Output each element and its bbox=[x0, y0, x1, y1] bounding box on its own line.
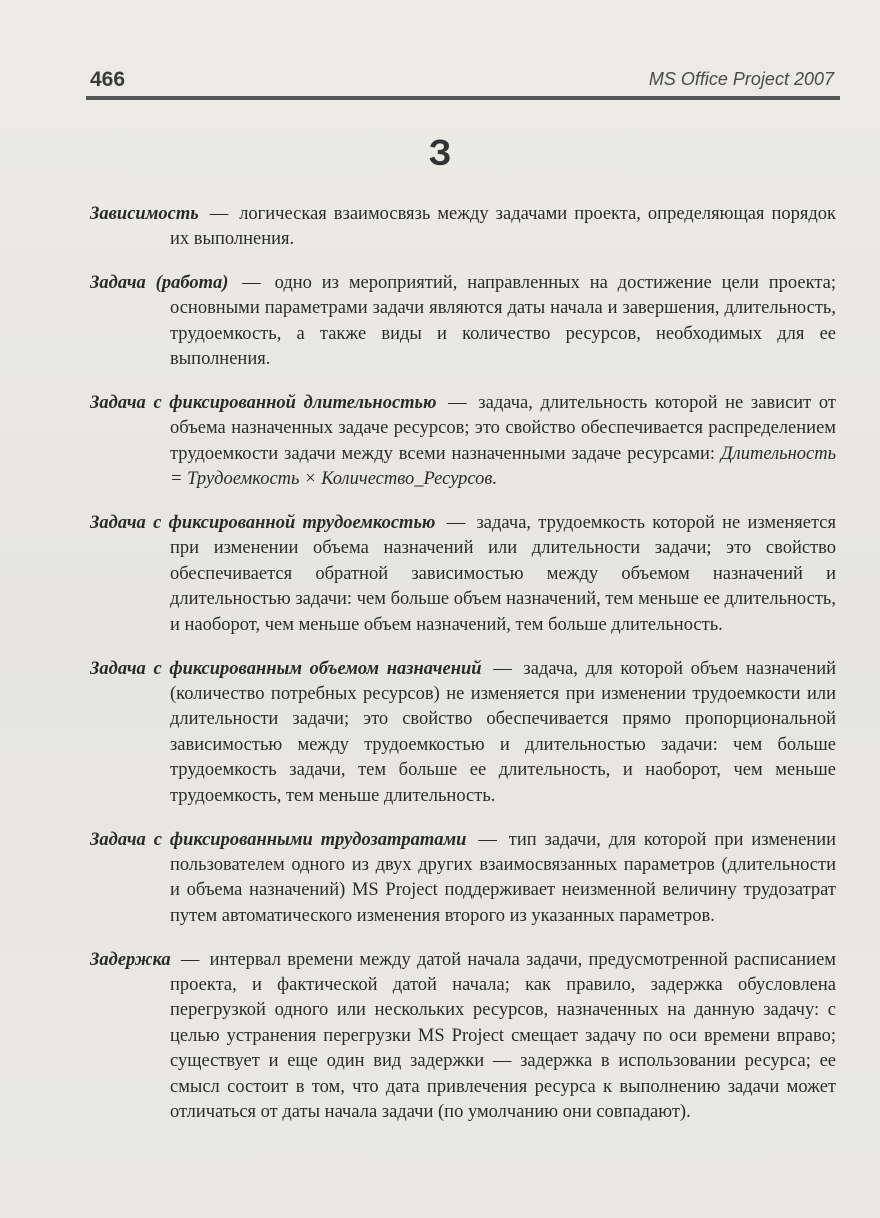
entry-term: Зависимость bbox=[90, 203, 199, 224]
glossary-entry: Задача (работа) — одно из мероприятий, направленных на достижение цели проекта; основными параметрами задачи являются даты начала и завершения, длительность, трудоемкость, а также виды и количество ресурсов, необходимых для ее выполнения. bbox=[90, 272, 836, 370]
entry-term: Задача с фиксированной трудоемкостью bbox=[90, 513, 436, 534]
entry-definition: задача, трудоемкость которой не изменяется при изменении объема назначений или длительности задачи; это свойство обеспечивается обратной зависимостью между объемом назначений и длительностью задачи: чем больше объем назначений, тем меньше ее длительность, и наоборот, чем меньше объем назначений, тем больше длительность. bbox=[170, 513, 837, 635]
running-title: MS Office Project 2007 bbox=[648, 69, 834, 89]
entry-term: Задача (работа) bbox=[90, 272, 229, 293]
entry-term: Задача с фиксированной длительностью bbox=[90, 392, 437, 413]
entry-definition: задача, длительность которой не зависит от объема назначенных задаче ресурсов; это свойство обеспечивается распределением трудоемкости задачи между всеми назначенными задаче ресурсами: bbox=[170, 392, 836, 464]
page-header bbox=[86, 64, 840, 100]
glossary-entries bbox=[90, 183, 836, 1133]
entry-definition: задача, для которой объем назначений (количество потребных ресурсов) не изменяется при изменении трудоемкости или длительности задачи; это свойство обеспечивается прямо пропорциональной зависимостью между трудоемкостью и длительностью задачи: чем больше трудоемкость задачи, тем больше ее длительность, и наоборот, чем меньше трудоемкость, тем меньше длительность. bbox=[170, 658, 837, 806]
glossary-entry: Задача с фиксированной длительностью — задача, длительность которой не зависит от объема назначенных задаче ресурсов; это свойство обеспечивается распределением трудоемкости задачи между всеми назначенными задаче ресурсами: Длительность = Трудоемкость × Количество_Ресурсов. bbox=[90, 392, 836, 490]
entry-formula: Длительность = Трудоемкость × Количество_Ресурсов. bbox=[170, 443, 836, 490]
glossary-entry: Задача с фиксированными трудозатратами — тип задачи, для которой при изменении пользователем одного из двух других взаимосвязанных параметров (длительности и объема назначений) MS Project поддерживает неизменной величину трудозатрат путем автоматического изменения второго из указанных параметров. bbox=[90, 829, 836, 926]
glossary-entry: Задача с фиксированным объемом назначений — задача, для которой объем назначений (количество потребных ресурсов) не изменяется при изменении трудоемкости или длительности задачи; это свойство обеспечивается прямо пропорциональной зависимостью между трудоемкостью и длительностью задачи: чем больше трудоемкость задачи, тем больше ее длительность, и наоборот, чем меньше трудоемкость, тем меньше длительность. bbox=[90, 658, 837, 806]
entry-definition: логическая взаимосвязь между задачами проекта, определяющая порядок их выполнения. bbox=[170, 203, 837, 249]
entry-term: Задача с фиксированным объемом назначений bbox=[90, 658, 482, 679]
glossary-entry: Задержка — интервал времени между датой начала задачи, предусмотренной расписанием проекта, и фактической датой начала; как правило, задержка обусловлена перегрузкой одного или нескольких ресурсов, назначенных на данную задачу: с целью устранения перегрузки MS Project смещает задачу по оси времени вправо; существует и еще один вид задержки — задержка в использовании ресурса; ее смысл состоит в том, что дата привлечения ресурса к выполнению задачи может отличаться от даты начала задачи (по умолчанию они совпадают). bbox=[90, 949, 836, 1123]
entry-definition: тип задачи, для которой при изменении пользователем одного из двух других взаимосвязанных параметров (длительности и объема назначений) MS Project поддерживает неизменной величину трудозатрат путем автоматического изменения второго из указанных параметров. bbox=[170, 829, 836, 926]
header-divider bbox=[86, 96, 840, 100]
glossary-entry: Зависимость — логическая взаимосвязь между задачами проекта, определяющая порядок их выполнения. bbox=[90, 203, 837, 249]
entry-term: Задача с фиксированными трудозатратами bbox=[90, 829, 467, 850]
entry-term: Задержка bbox=[90, 949, 171, 970]
section-letter: З bbox=[428, 132, 452, 173]
entry-definition: интервал времени между датой начала задачи, предусмотренной расписанием проекта, и фактической датой начала; как правило, задержка обусловлена перегрузкой одного или нескольких ресурсов, назначенных на данную задачу: с целью устранения перегрузки MS Project смещает задачу по оси времени вправо; существует и еще один вид задержки — задержка в использовании ресурса; ее смысл состоит в том, что дата привлечения ресурса к выполнению задачи может отличаться от даты начала задачи (по умолчанию они совпадают). bbox=[170, 949, 836, 1123]
glossary-entry: Задача с фиксированной трудоемкостью — задача, трудоемкость которой не изменяется при изменении объема назначений или длительности задачи; это свойство обеспечивается обратной зависимостью между объемом назначений и длительностью задачи: чем больше объем назначений, тем меньше ее длительность, и наоборот, чем меньше объем назначений, тем больше длительность. bbox=[90, 513, 837, 635]
page-number: 466 bbox=[90, 68, 126, 91]
entry-definition: одно из мероприятий, направленных на достижение цели проекта; основными параметрами задачи являются даты начала и завершения, длительность, трудоемкость, а также виды и количество ресурсов, необходимых для ее выполнения. bbox=[170, 272, 836, 370]
